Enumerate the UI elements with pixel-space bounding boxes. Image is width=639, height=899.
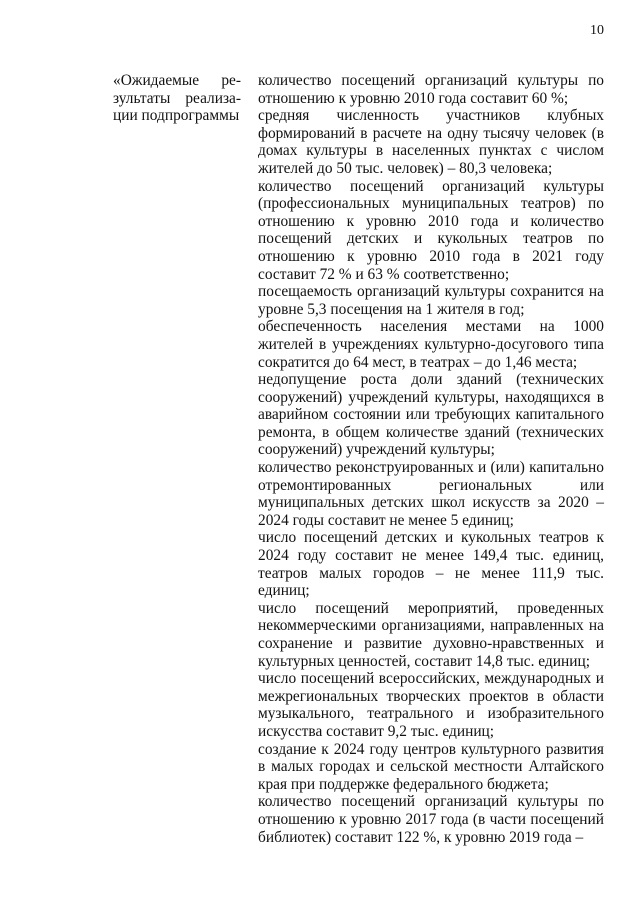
section-label-line: ции подпрограммы	[113, 107, 240, 125]
result-item: количество посещений организаций культуры (профессиональных муниципальных театров) по отношению к уровню 2010 года и количество посещений детских и кукольных театров по отношению к уровню 2010 года в 2021 году составит 72 % и 63 % соответственно;	[258, 177, 604, 283]
result-item: количество реконструированных и (или) капитально отремонтированных региональных или муниципальных детских школ искусств за 2020 – 2024 годы составит не менее 5 единиц;	[258, 459, 604, 529]
result-item: число посещений всероссийских, международных и межрегиональных творческих проектов в области музыкального, театрального и изобразительного искусства составит 9,2 тыс. единиц;	[258, 670, 604, 740]
expected-results-list	[258, 72, 604, 846]
result-item: количество посещений организаций культуры по отношению к уровню 2017 года (в части посещений библиотек) составит 122 %, к уровню 2019 года –	[258, 793, 604, 846]
result-item: число посещений мероприятий, проведенных некоммерческими организациями, направленных на сохранение и развитие духовно-нравственных и культурных ценностей, составит 14,8 тыс. единиц;	[258, 599, 604, 670]
section-label-line: зультаты реализа-	[113, 89, 241, 107]
result-item: число посещений детских и кукольных театров к 2024 году составит не менее 149,4 тыс. единиц, театров малых городов – не менее 111,9 тыс. единиц;	[258, 529, 604, 600]
result-item: количество посещений организаций культуры по отношению к уровню 2010 года составит 60 %;	[258, 72, 604, 107]
page-number: 10	[590, 23, 604, 38]
result-item: средняя численность участников клубных формирований в расчете на одну тысячу человек (в домах культуры в населенных пунктах с числом жителей до 50 тыс. человек) – 80,3 человека;	[258, 107, 604, 177]
result-item: недопущение роста доли зданий (технических сооружений) учреждений культуры, находящихся в аварийном состоянии или требующих капитального ремонта, в общем количестве зданий (технических сооружений) учреждений культуры;	[258, 371, 604, 459]
result-item: создание к 2024 году центров культурного развития в малых городах и сельской местности Алтайского края при поддержке федерального бюджета;	[258, 740, 604, 793]
section-label-line: «Ожидаемые ре-	[113, 72, 241, 89]
result-item: посещаемость организаций культуры сохранится на уровне 5,3 посещения на 1 жителя в год;	[258, 283, 604, 318]
result-item: обеспеченность населения местами на 1000 жителей в учреждениях культурно-досугового типа сократится до 64 мест, в театрах – до 1,46 места;	[258, 318, 604, 371]
section-label	[113, 72, 241, 125]
